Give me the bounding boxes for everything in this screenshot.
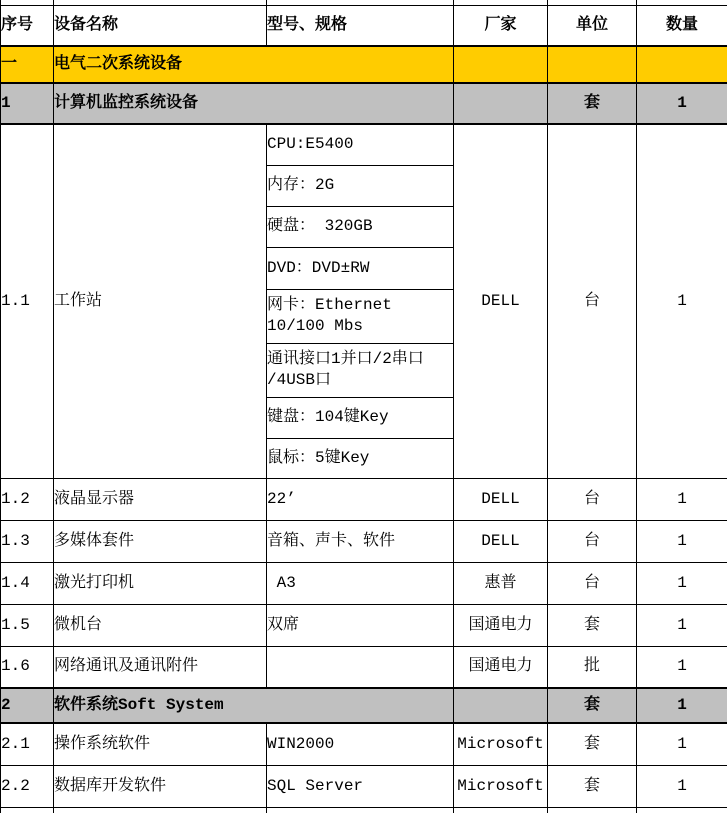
cell-qty: 1: [637, 520, 727, 562]
cell-unit: 台: [548, 562, 637, 604]
cell-name: 操作系统软件: [54, 723, 267, 765]
cell-no: 2.2: [1, 765, 54, 807]
table-row-bottom-sliver: [1, 807, 727, 813]
cell-empty: [54, 807, 267, 813]
cell-empty: [267, 807, 454, 813]
cell-unit: 台: [548, 520, 637, 562]
cell-no: 2.1: [1, 723, 54, 765]
table-row-1-6: [1, 646, 727, 688]
cell-name: 电气二次系统设备: [54, 46, 454, 83]
cell-mfr: Microsoft: [454, 723, 548, 765]
cell-mfr: DELL: [454, 478, 548, 520]
cell-unit: 套: [548, 723, 637, 765]
col-header-name: 设备名称: [54, 5, 267, 46]
cell-qty: [637, 46, 727, 83]
col-header-qty: 数量: [637, 5, 727, 46]
table-row-1-5: [1, 604, 727, 646]
cell-qty: 1: [637, 83, 727, 124]
cell-unit: 套: [548, 765, 637, 807]
table-row-2-1: [1, 723, 727, 765]
group-row-monitoring-system: [1, 83, 727, 124]
cell-empty: [1, 807, 54, 813]
table-row-2-2: [1, 765, 727, 807]
cell-spec-disk: 硬盘： 320GB: [267, 206, 454, 247]
cell-no: 1.6: [1, 646, 54, 688]
cell-empty: [548, 807, 637, 813]
cell-unit: 台: [548, 478, 637, 520]
cell-name: 液晶显示器: [54, 478, 267, 520]
cell-spec: [267, 646, 454, 688]
table-row-1-3: [1, 520, 727, 562]
cell-unit: 批: [548, 646, 637, 688]
cell-mfr: DELL: [454, 124, 548, 478]
cell-spec: 双席: [267, 604, 454, 646]
cell-spec-dvd: DVD：DVD±RW: [267, 247, 454, 289]
cell-no: 1.1: [1, 124, 54, 478]
cell-spec-mouse: 鼠标：5键Key: [267, 438, 454, 478]
cell-no: 1.3: [1, 520, 54, 562]
group-row-software-system: [1, 688, 727, 723]
cell-no: 一: [1, 46, 54, 83]
cell-mfr: [454, 688, 548, 723]
cell-name: 激光打印机: [54, 562, 267, 604]
cell-spec-network: 网卡：Ethernet 10/100 Mbs: [267, 289, 454, 343]
col-header-mfr: 厂家: [454, 5, 548, 46]
cell-unit: 套: [548, 688, 637, 723]
cell-unit: 套: [548, 83, 637, 124]
cell-spec: WIN2000: [267, 723, 454, 765]
col-header-spec: 型号、规格: [267, 5, 454, 46]
section-row-electrical: [1, 46, 727, 83]
cell-mfr: [454, 83, 548, 124]
cell-qty: 1: [637, 124, 727, 478]
cell-no: 2: [1, 688, 54, 723]
cell-spec: SQL Server: [267, 765, 454, 807]
cell-qty: 1: [637, 646, 727, 688]
cell-name: 工作站: [54, 124, 267, 478]
cell-qty: 1: [637, 688, 727, 723]
cell-mfr: 国通电力: [454, 604, 548, 646]
cell-name: 微机台: [54, 604, 267, 646]
cell-spec-cpu: CPU:E5400: [267, 124, 454, 165]
table-row-1-1: [1, 124, 727, 165]
cell-spec-memory: 内存：2G: [267, 165, 454, 206]
cell-spec: 音箱、声卡、软件: [267, 520, 454, 562]
cell-spec-ports: 通讯接口1并口/2串口 /4USB口: [267, 343, 454, 397]
cell-qty: 1: [637, 562, 727, 604]
table-row-1-2: [1, 478, 727, 520]
cell-mfr: 国通电力: [454, 646, 548, 688]
cell-no: 1.2: [1, 478, 54, 520]
col-header-unit: 单位: [548, 5, 637, 46]
cell-mfr: Microsoft: [454, 765, 548, 807]
cell-unit: 台: [548, 124, 637, 478]
cell-mfr: DELL: [454, 520, 548, 562]
cell-mfr: 惠普: [454, 562, 548, 604]
cell-unit: 套: [548, 604, 637, 646]
cell-name: 数据库开发软件: [54, 765, 267, 807]
cell-unit: [548, 46, 637, 83]
cell-qty: 1: [637, 723, 727, 765]
cell-mfr: [454, 46, 548, 83]
cell-name: 软件系统Soft System: [54, 688, 454, 723]
cell-no: 1: [1, 83, 54, 124]
cell-name: 多媒体套件: [54, 520, 267, 562]
cell-name: 网络通讯及通讯附件: [54, 646, 267, 688]
cell-empty: [454, 807, 548, 813]
header-row: [1, 5, 727, 46]
col-header-no: 序号: [1, 5, 54, 46]
cell-spec-keyboard: 键盘：104键Key: [267, 397, 454, 438]
cell-no: 1.4: [1, 562, 54, 604]
table-row-1-4: [1, 562, 727, 604]
cell-no: 1.5: [1, 604, 54, 646]
cell-qty: 1: [637, 478, 727, 520]
cell-spec: 22’: [267, 478, 454, 520]
cell-empty: [637, 807, 727, 813]
cell-spec: A3: [267, 562, 454, 604]
cell-qty: 1: [637, 765, 727, 807]
cell-qty: 1: [637, 604, 727, 646]
cell-name: 计算机监控系统设备: [54, 83, 454, 124]
